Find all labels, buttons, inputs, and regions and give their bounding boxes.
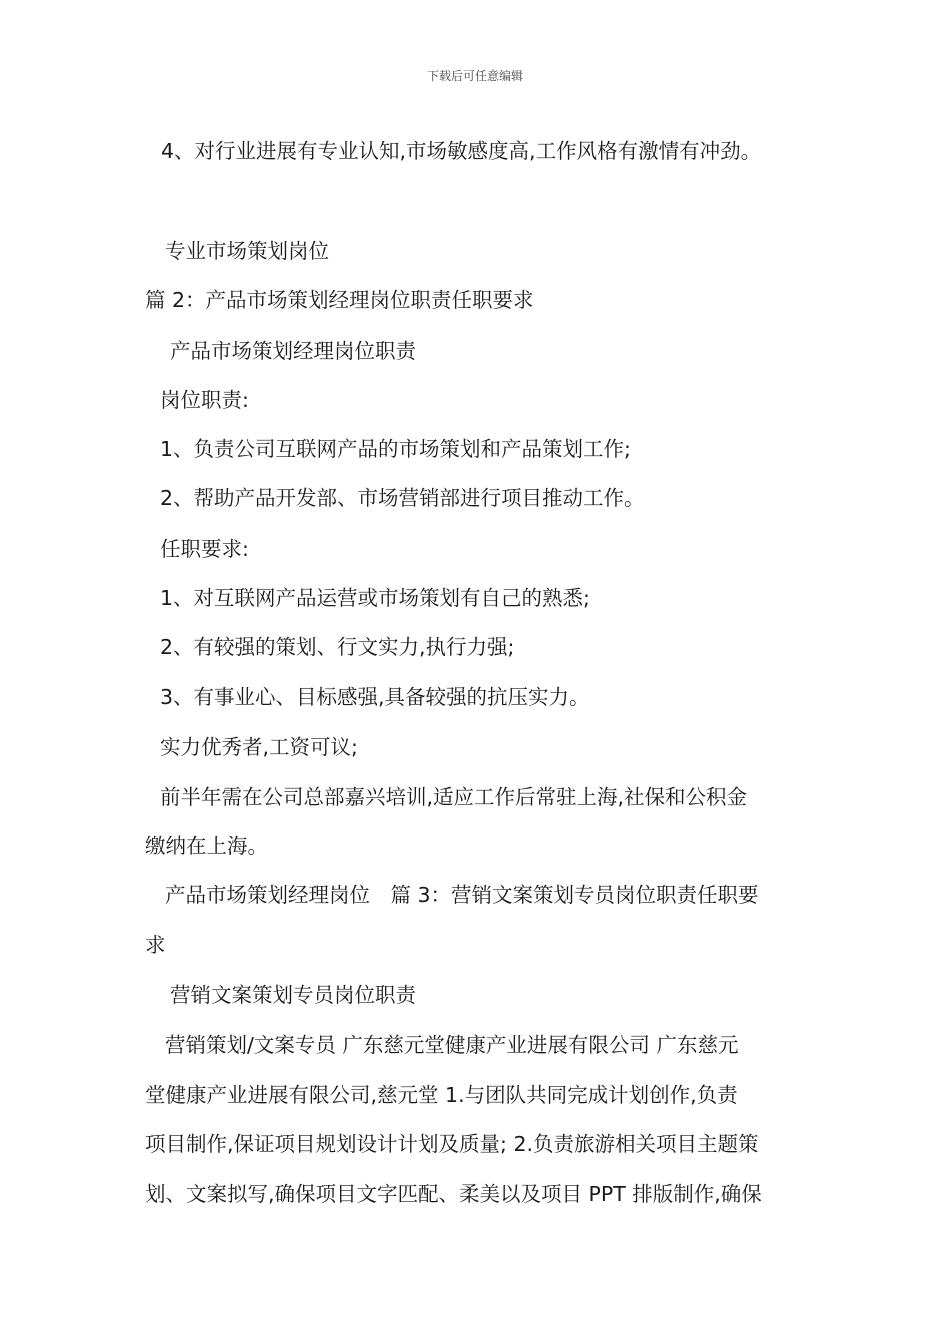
- list-item: 2、帮助产品开发部、市场营销部进行项目推动工作。: [160, 486, 645, 510]
- text-line: 前半年需在公司总部嘉兴培训,适应工作后常驻上海,社保和公积金: [160, 785, 748, 809]
- page-header: 下载后可任意编辑: [426, 69, 523, 83]
- text-line: 营销策划/文案专员 广东慈元堂健康产业进展有限公司 广东慈元: [165, 1033, 739, 1057]
- text-line: 营销文案策划专员岗位职责: [170, 983, 416, 1007]
- text-line: 4、对行业进展有专业认知,市场敏感度高,工作风格有激情有冲劲。: [161, 139, 762, 163]
- list-item: 1、负责公司互联网产品的市场策划和产品策划工作;: [160, 437, 631, 461]
- list-item: 3、有事业心、目标感强,具备较强的抗压实力。: [160, 685, 590, 709]
- text-line: 专业市场策划岗位: [165, 239, 329, 263]
- text-line: 岗位职责:: [160, 388, 249, 412]
- text-line: 项目制作,保证项目规划设计计划及质量; 2.负责旅游相关项目主题策: [145, 1132, 759, 1156]
- list-item: 1、对互联网产品运营或市场策划有自己的熟悉;: [160, 586, 590, 610]
- text-line: 产品市场策划经理岗位职责: [170, 339, 416, 363]
- text-line: 缴纳在上海。: [145, 834, 268, 858]
- text-line: 划、文案拟写,确保项目文字匹配、柔美以及项目 PPT 排版制作,确保: [145, 1182, 762, 1206]
- section-heading: 求: [145, 933, 166, 957]
- section-heading: 产品市场策划经理岗位 篇 3：营销文案策划专员岗位职责任职要: [165, 883, 759, 907]
- text-line: 堂健康产业进展有限公司,慈元堂 1.与团队共同完成计划创作,负责: [145, 1083, 738, 1107]
- text-line: 任职要求:: [160, 537, 249, 561]
- list-item: 2、有较强的策划、行文实力,执行力强;: [160, 635, 515, 659]
- text-line: 实力优秀者,工资可议;: [160, 735, 358, 759]
- section-heading: 篇 2：产品市场策划经理岗位职责任职要求: [145, 288, 534, 312]
